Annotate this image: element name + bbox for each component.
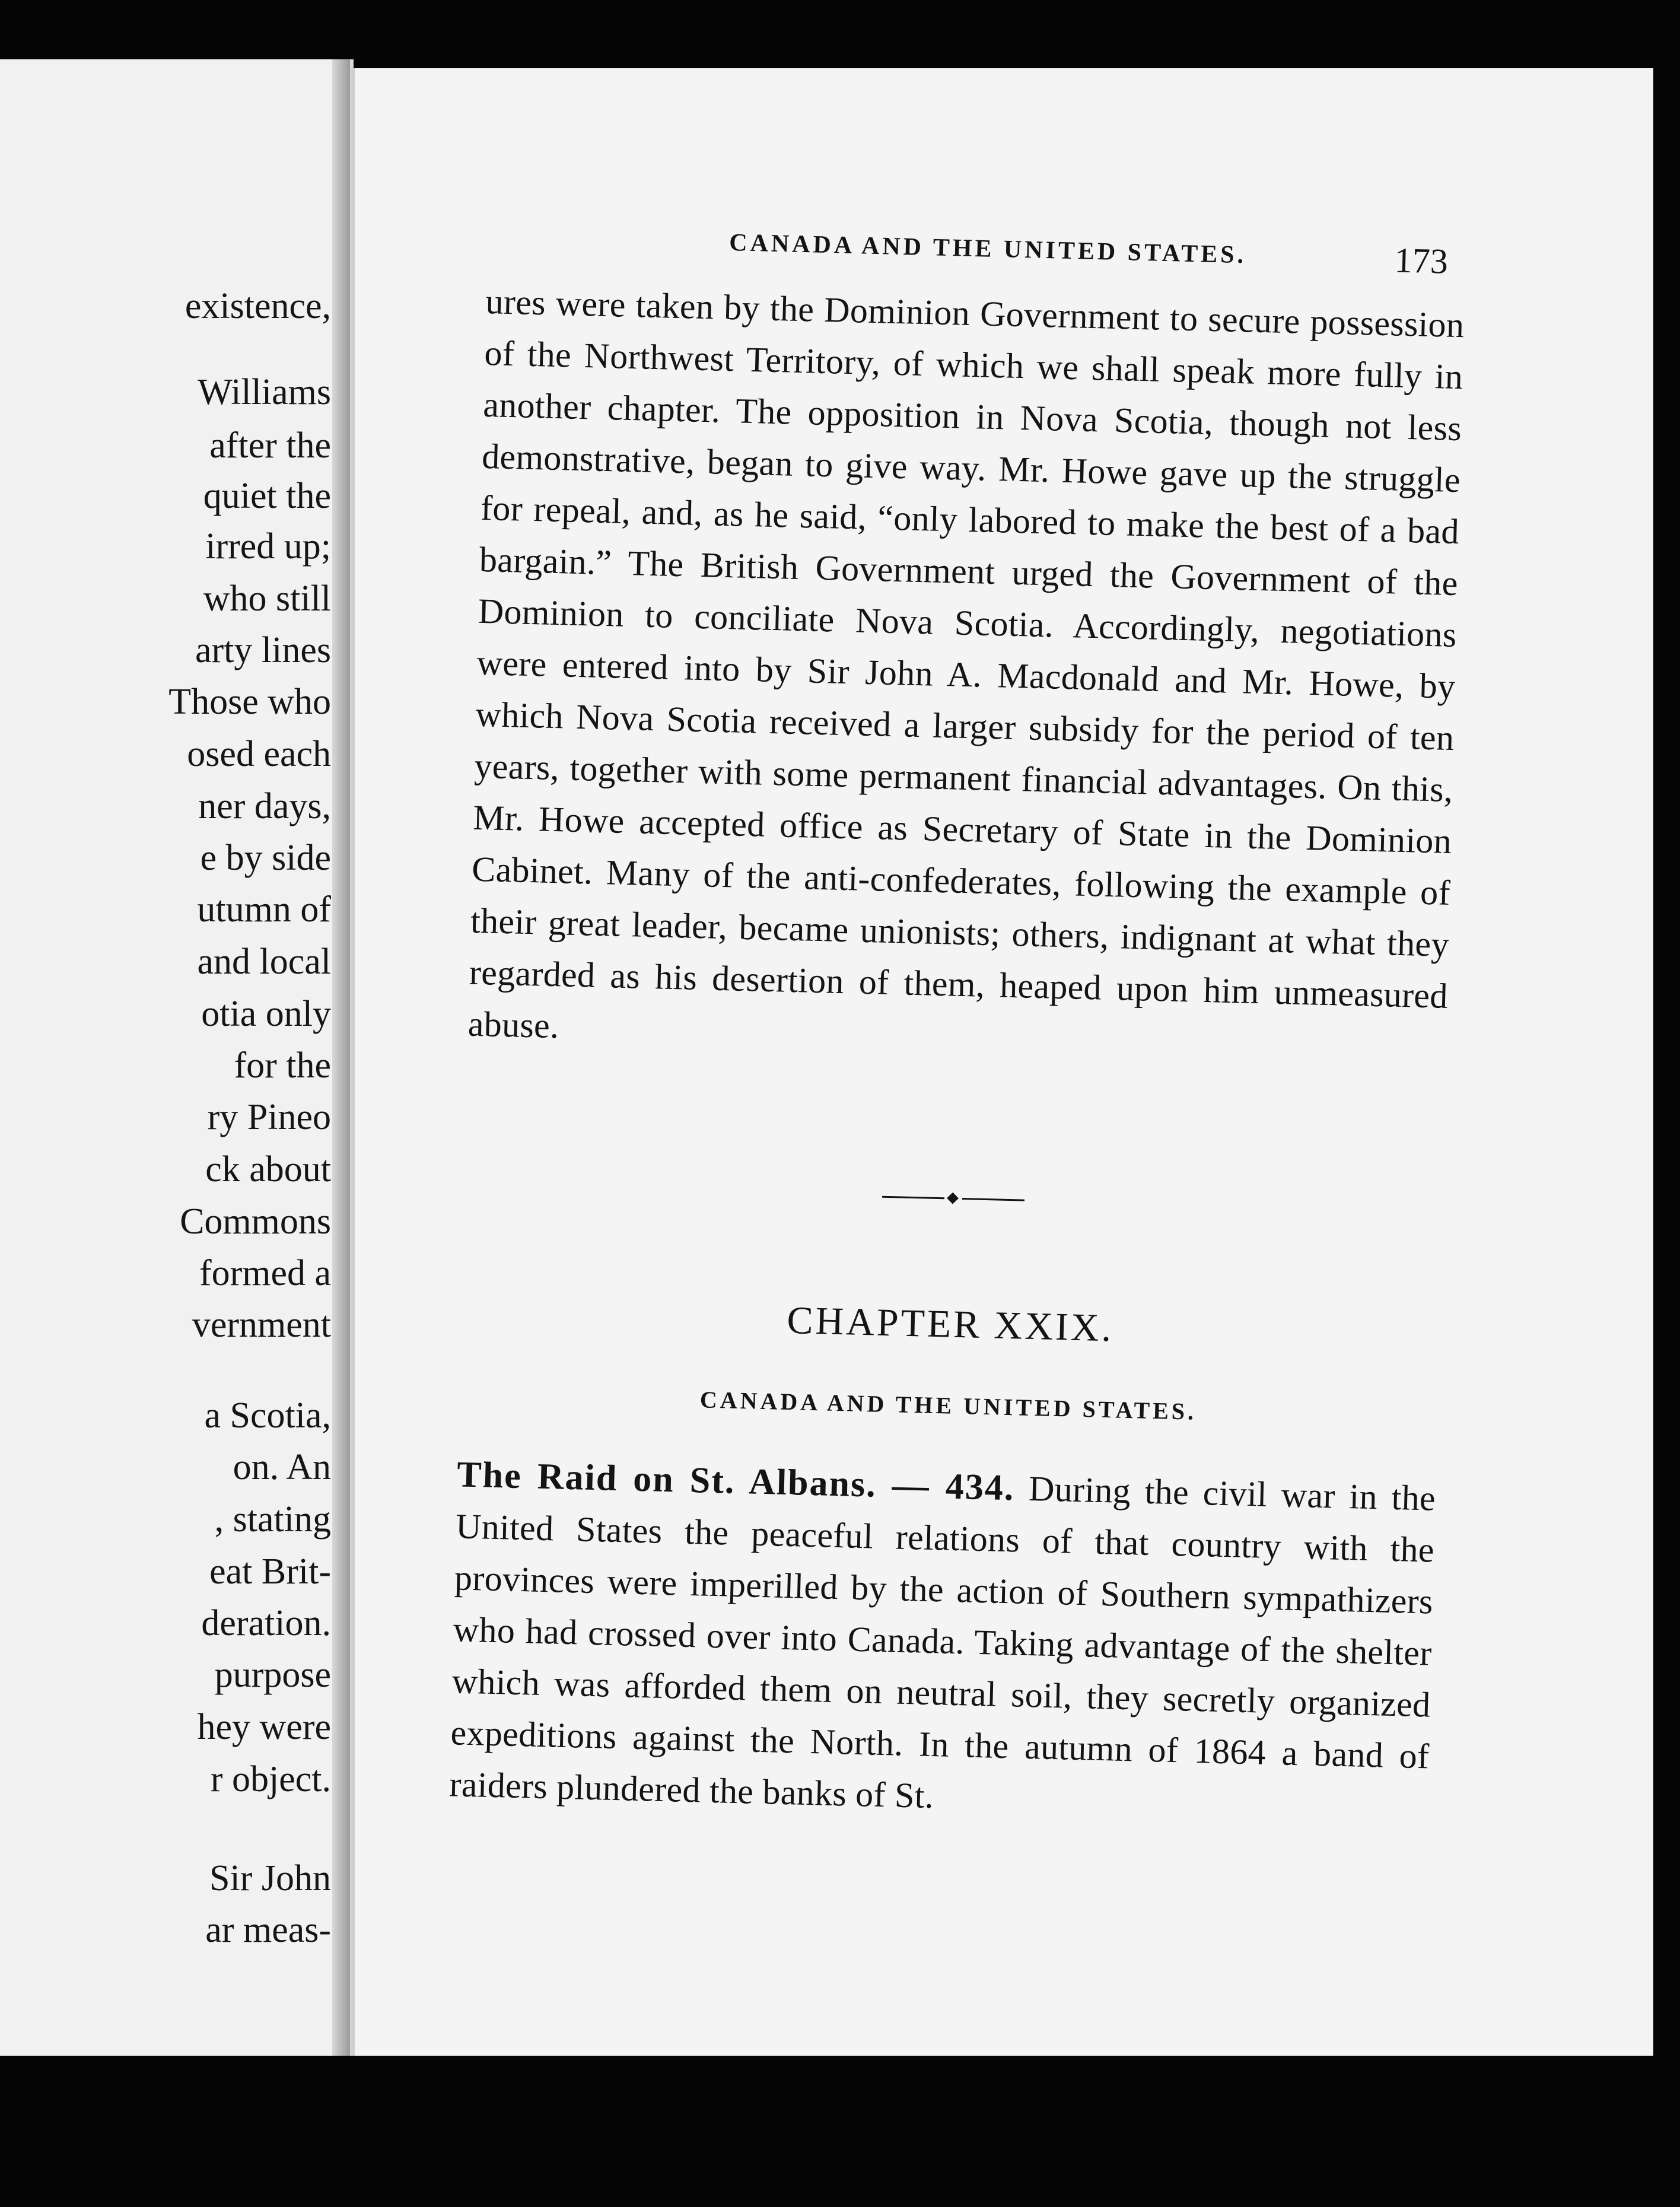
left-line: quiet the (203, 476, 331, 516)
left-line: who still (203, 578, 331, 619)
left-line: purpose (214, 1655, 331, 1695)
left-line: ck about (205, 1149, 331, 1190)
left-line: arty lines (195, 630, 331, 670)
left-line: on. An (233, 1447, 331, 1487)
left-line: ner days, (198, 786, 331, 826)
left-line: vernment (192, 1305, 331, 1345)
left-line: for the (234, 1045, 331, 1086)
left-line: , stating (214, 1499, 331, 1540)
facing-page-text (0, 59, 350, 2056)
book-page (351, 68, 1653, 2065)
left-line: Williams (198, 372, 331, 412)
section-paragraph (449, 1449, 1436, 1834)
page-number: 173 (1394, 240, 1449, 281)
left-line: and local (197, 942, 331, 982)
ornament-rule-left (882, 1196, 944, 1200)
chapter-subtitle: CANADA AND THE UNITED STATES. (699, 1386, 1197, 1425)
left-line: e by side (200, 838, 331, 878)
left-line: irred up; (205, 526, 331, 567)
page-content (449, 222, 1466, 1834)
scan-border (0, 2056, 1680, 2207)
left-line: Those who (168, 682, 331, 722)
facing-page-left (0, 59, 354, 2056)
diamond-icon (947, 1192, 959, 1204)
left-line: hey were (197, 1707, 331, 1747)
section-text: During the civil war in the United States the peaceful relations of that country with the provinces were imperilled by the action of Southern sympathizers who had crossed over into Canada. Taking advantage of the shelter which was afforded them on neutral soil, they secretly organized expeditions against the North. In the autumn of 1864 a band of raiders plundered the banks of St. (448, 1468, 1436, 1816)
left-line: utumn of (197, 889, 331, 930)
left-line: formed a (199, 1253, 331, 1293)
left-line: deration. (201, 1603, 331, 1643)
left-line: ry Pineo (207, 1097, 331, 1137)
left-line: Commons (180, 1201, 331, 1242)
left-line: after the (209, 425, 331, 466)
book-gutter (332, 59, 350, 2056)
ornament-rule-right (962, 1198, 1024, 1201)
left-line: osed each (187, 734, 331, 774)
left-line: eat Brit- (209, 1551, 331, 1592)
left-line: Sir John (209, 1858, 331, 1898)
running-title: CANADA AND THE UNITED STATES. (728, 228, 1247, 269)
left-line: a Scotia, (204, 1395, 331, 1436)
left-line: existence, (184, 286, 331, 326)
section-heading: The Raid on St. Albans. — 434. (456, 1454, 1016, 1509)
chapter-title: CHAPTER XXIX. (786, 1298, 1115, 1350)
left-line: ar meas- (205, 1910, 331, 1950)
section-ornament (882, 1191, 1024, 1206)
body-paragraph: ures were taken by the Dominion Government to secure possession of the Northwest Territory, of which we shall speak more fully in another chapter. The opposition in Nova Scotia, though not less demonstrative, began to give way. Mr. Howe gave up the struggle for repeal, and, as he said, “only labored to make the best of a bad bargain.” The British Government urged the Government of the Dominion to conciliate Nova Scotia. Accordingly, negotiations were entered into by Sir John A. Macdonald and Mr. Howe, by which Nova Scotia received a larger subsidy for the period of ten years, together with some permanent financial advantages. On this, Mr. Howe accepted office as Secretary of State in the Dominion Cabinet. Many of the anti-confederates, following the example of their great leader, became unionists; others, indignant at what they regarded as his desertion of them, heaped upon him unmeasured abuse. (467, 281, 1465, 1046)
left-line: r object. (210, 1759, 331, 1799)
left-line: otia only (201, 994, 331, 1034)
